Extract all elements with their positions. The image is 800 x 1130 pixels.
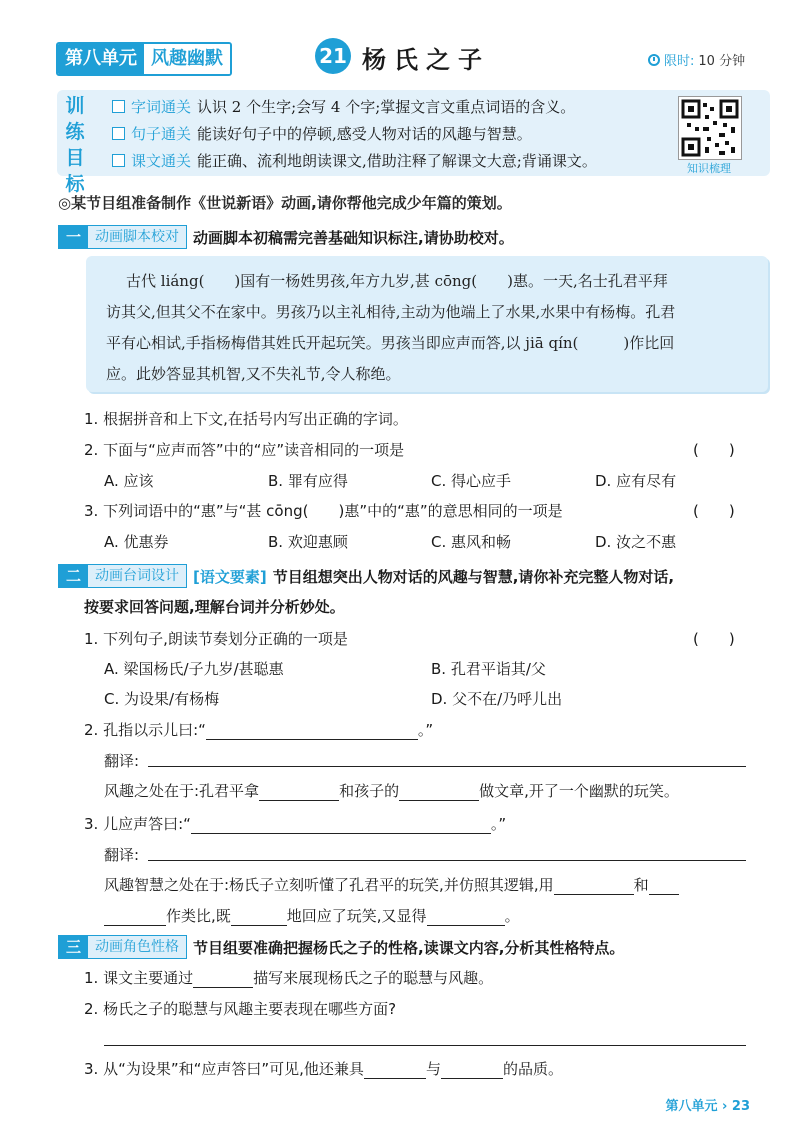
passage-line: 古代 liáng( )国有一杨姓男孩,年方九岁,甚 cōng( )惠。一天,名士孔君平拜	[126, 272, 668, 290]
intro-text: ◎某节目组准备制作《世说新语》动画,请你帮他完成少年篇的策划。	[58, 194, 512, 212]
answer-paren[interactable]: ( )	[693, 630, 735, 648]
page-footer	[665, 1095, 750, 1114]
section-3-desc: 节目组要准确把握杨氏之子的性格,读课文内容,分析其性格特点。	[193, 938, 625, 957]
option: A. 应该	[104, 472, 154, 490]
language-element-tag: [语文要素]	[193, 567, 267, 586]
goal-tag: 句子通关	[131, 125, 192, 143]
passage-line: 访其父,但其父不在家中。男孩乃以主礼相待,主动为他端上了水果,水果中有杨梅。孔君	[106, 303, 676, 321]
humor-analysis-2-cont: 作类比,既 地回应了玩笑,又显得 。	[104, 905, 520, 926]
time-limit-value: 10 分钟	[698, 54, 746, 69]
goal-tag: 课文通关	[131, 152, 192, 170]
qr-label: 知识梳理	[687, 162, 731, 175]
answer-blank[interactable]	[259, 786, 339, 801]
section-1-tag: 一 动画脚本校对	[58, 225, 187, 249]
option: C. 得心应手	[431, 472, 512, 490]
translate-label: 翻译:	[104, 752, 140, 770]
question-1-2: 2. 下面与“应声而答”中的“应”读音相同的一项是	[84, 441, 405, 459]
option: C. 惠风和畅	[431, 533, 512, 551]
question-3-3: 3. 从“为设果”和“应声答曰”可见,他还兼具 与 的品质。	[84, 1060, 563, 1078]
section-2-tag: 二 动画台词设计	[58, 564, 187, 588]
translate-label: 翻译:	[104, 846, 140, 864]
lesson-number: 21	[315, 38, 351, 74]
time-limit	[648, 50, 745, 69]
option: A. 梁国杨氏/子九岁/甚聪惠	[104, 660, 284, 678]
question-1-3: 3. 下列词语中的“惠”与“甚 cōng( )惠”中的“惠”的意思相同的一项是	[84, 502, 563, 520]
clock-icon	[648, 54, 660, 66]
goal-text: 能正确、流利地朗读课文,借助注释了解课文大意;背诵课文。	[197, 152, 597, 170]
answer-blank[interactable]	[193, 973, 253, 988]
section-1-desc: 动画脚本初稿需完善基础知识标注,请协助校对。	[193, 228, 514, 247]
option: D. 汝之不惠	[595, 533, 677, 551]
option: C. 为设果/有杨梅	[104, 690, 220, 708]
chevron-right-icon: ›	[722, 1099, 728, 1114]
question-3-1: 1. 课文主要通过 描写来展现杨氏之子的聪慧与风趣。	[84, 969, 494, 987]
option: B. 罪有应得	[268, 472, 348, 490]
footer-unit: 第八单元	[665, 1099, 718, 1114]
answer-blank[interactable]	[191, 819, 491, 834]
goal-text: 认识 2 个生字;会写 4 个字;掌握文言文重点词语的含义。	[197, 98, 576, 116]
question-1-1: 1. 根据拼音和上下文,在括号内写出正确的字词。	[84, 410, 408, 428]
passage-line: 应。此妙答显其机智,又不失礼节,令人称绝。	[106, 365, 401, 383]
question-2-3: 3. 儿应声答曰:“ 。”	[84, 815, 507, 833]
option: D. 应有尽有	[595, 472, 677, 490]
checkbox-icon[interactable]	[112, 100, 125, 113]
answer-blank[interactable]	[399, 786, 479, 801]
unit-badge	[56, 42, 232, 76]
answer-blank[interactable]	[649, 880, 679, 895]
time-limit-label: 限时:	[664, 54, 695, 69]
answer-line[interactable]	[148, 860, 746, 861]
goal-item	[112, 96, 575, 117]
section-3-tag: 三 动画角色性格	[58, 935, 187, 959]
goal-item	[112, 150, 597, 171]
answer-blank[interactable]	[104, 911, 166, 926]
checkbox-icon[interactable]	[112, 127, 125, 140]
section-2-desc: 节目组想突出人物对话的风趣与智慧,请你补充完整人物对话,	[272, 567, 675, 586]
lesson-title: 杨氏之子	[362, 45, 490, 74]
checkbox-icon[interactable]	[112, 154, 125, 167]
answer-paren[interactable]: ( )	[693, 441, 735, 459]
qr-code-icon[interactable]	[678, 96, 742, 160]
question-3-2: 2. 杨氏之子的聪慧与风趣主要表现在哪些方面?	[84, 1000, 397, 1018]
answer-paren[interactable]: ( )	[693, 502, 735, 520]
goal-item	[112, 123, 532, 144]
section-1-header	[58, 225, 514, 249]
answer-blank[interactable]	[427, 911, 505, 926]
question-2-1: 1. 下列句子,朗读节奏划分正确的一项是	[84, 630, 348, 648]
answer-blank[interactable]	[441, 1064, 503, 1079]
section-2-desc-cont: 按要求回答问题,理解台词并分析妙处。	[84, 598, 345, 616]
question-2-2: 2. 孔指以示儿曰:“ 。”	[84, 721, 434, 739]
goal-tag: 字词通关	[131, 98, 192, 116]
passage-line: 平有心相试,手指杨梅借其姓氏开起玩笑。男孩当即应声而答,以 jiā qín( )作比回	[106, 334, 675, 352]
page-number: 23	[731, 1099, 750, 1114]
answer-line[interactable]	[148, 766, 746, 767]
section-3-header	[58, 935, 624, 959]
goal-text: 能读好句子中的停顿,感受人物对话的风趣与智慧。	[197, 125, 532, 143]
answer-blank[interactable]	[231, 911, 287, 926]
option: A. 优惠券	[104, 533, 169, 551]
unit-label: 第八单元	[58, 44, 144, 74]
answer-blank[interactable]	[364, 1064, 426, 1079]
training-goals-label: 训 练 目 标	[65, 95, 85, 195]
section-2-header	[58, 564, 674, 588]
answer-line[interactable]	[104, 1045, 746, 1046]
option: B. 欢迎惠顾	[268, 533, 348, 551]
unit-theme: 风趣幽默	[144, 44, 230, 74]
humor-analysis-2: 风趣智慧之处在于:杨氏子立刻听懂了孔君平的玩笑,并仿照其逻辑,用 和	[104, 874, 679, 895]
option: B. 孔君平诣其/父	[431, 660, 546, 678]
option: D. 父不在/乃呼儿出	[431, 690, 563, 708]
humor-analysis-1: 风趣之处在于:孔君平拿 和孩子的 做文章,开了一个幽默的玩笑。	[104, 782, 679, 800]
answer-blank[interactable]	[554, 880, 634, 895]
answer-blank[interactable]	[206, 725, 418, 740]
